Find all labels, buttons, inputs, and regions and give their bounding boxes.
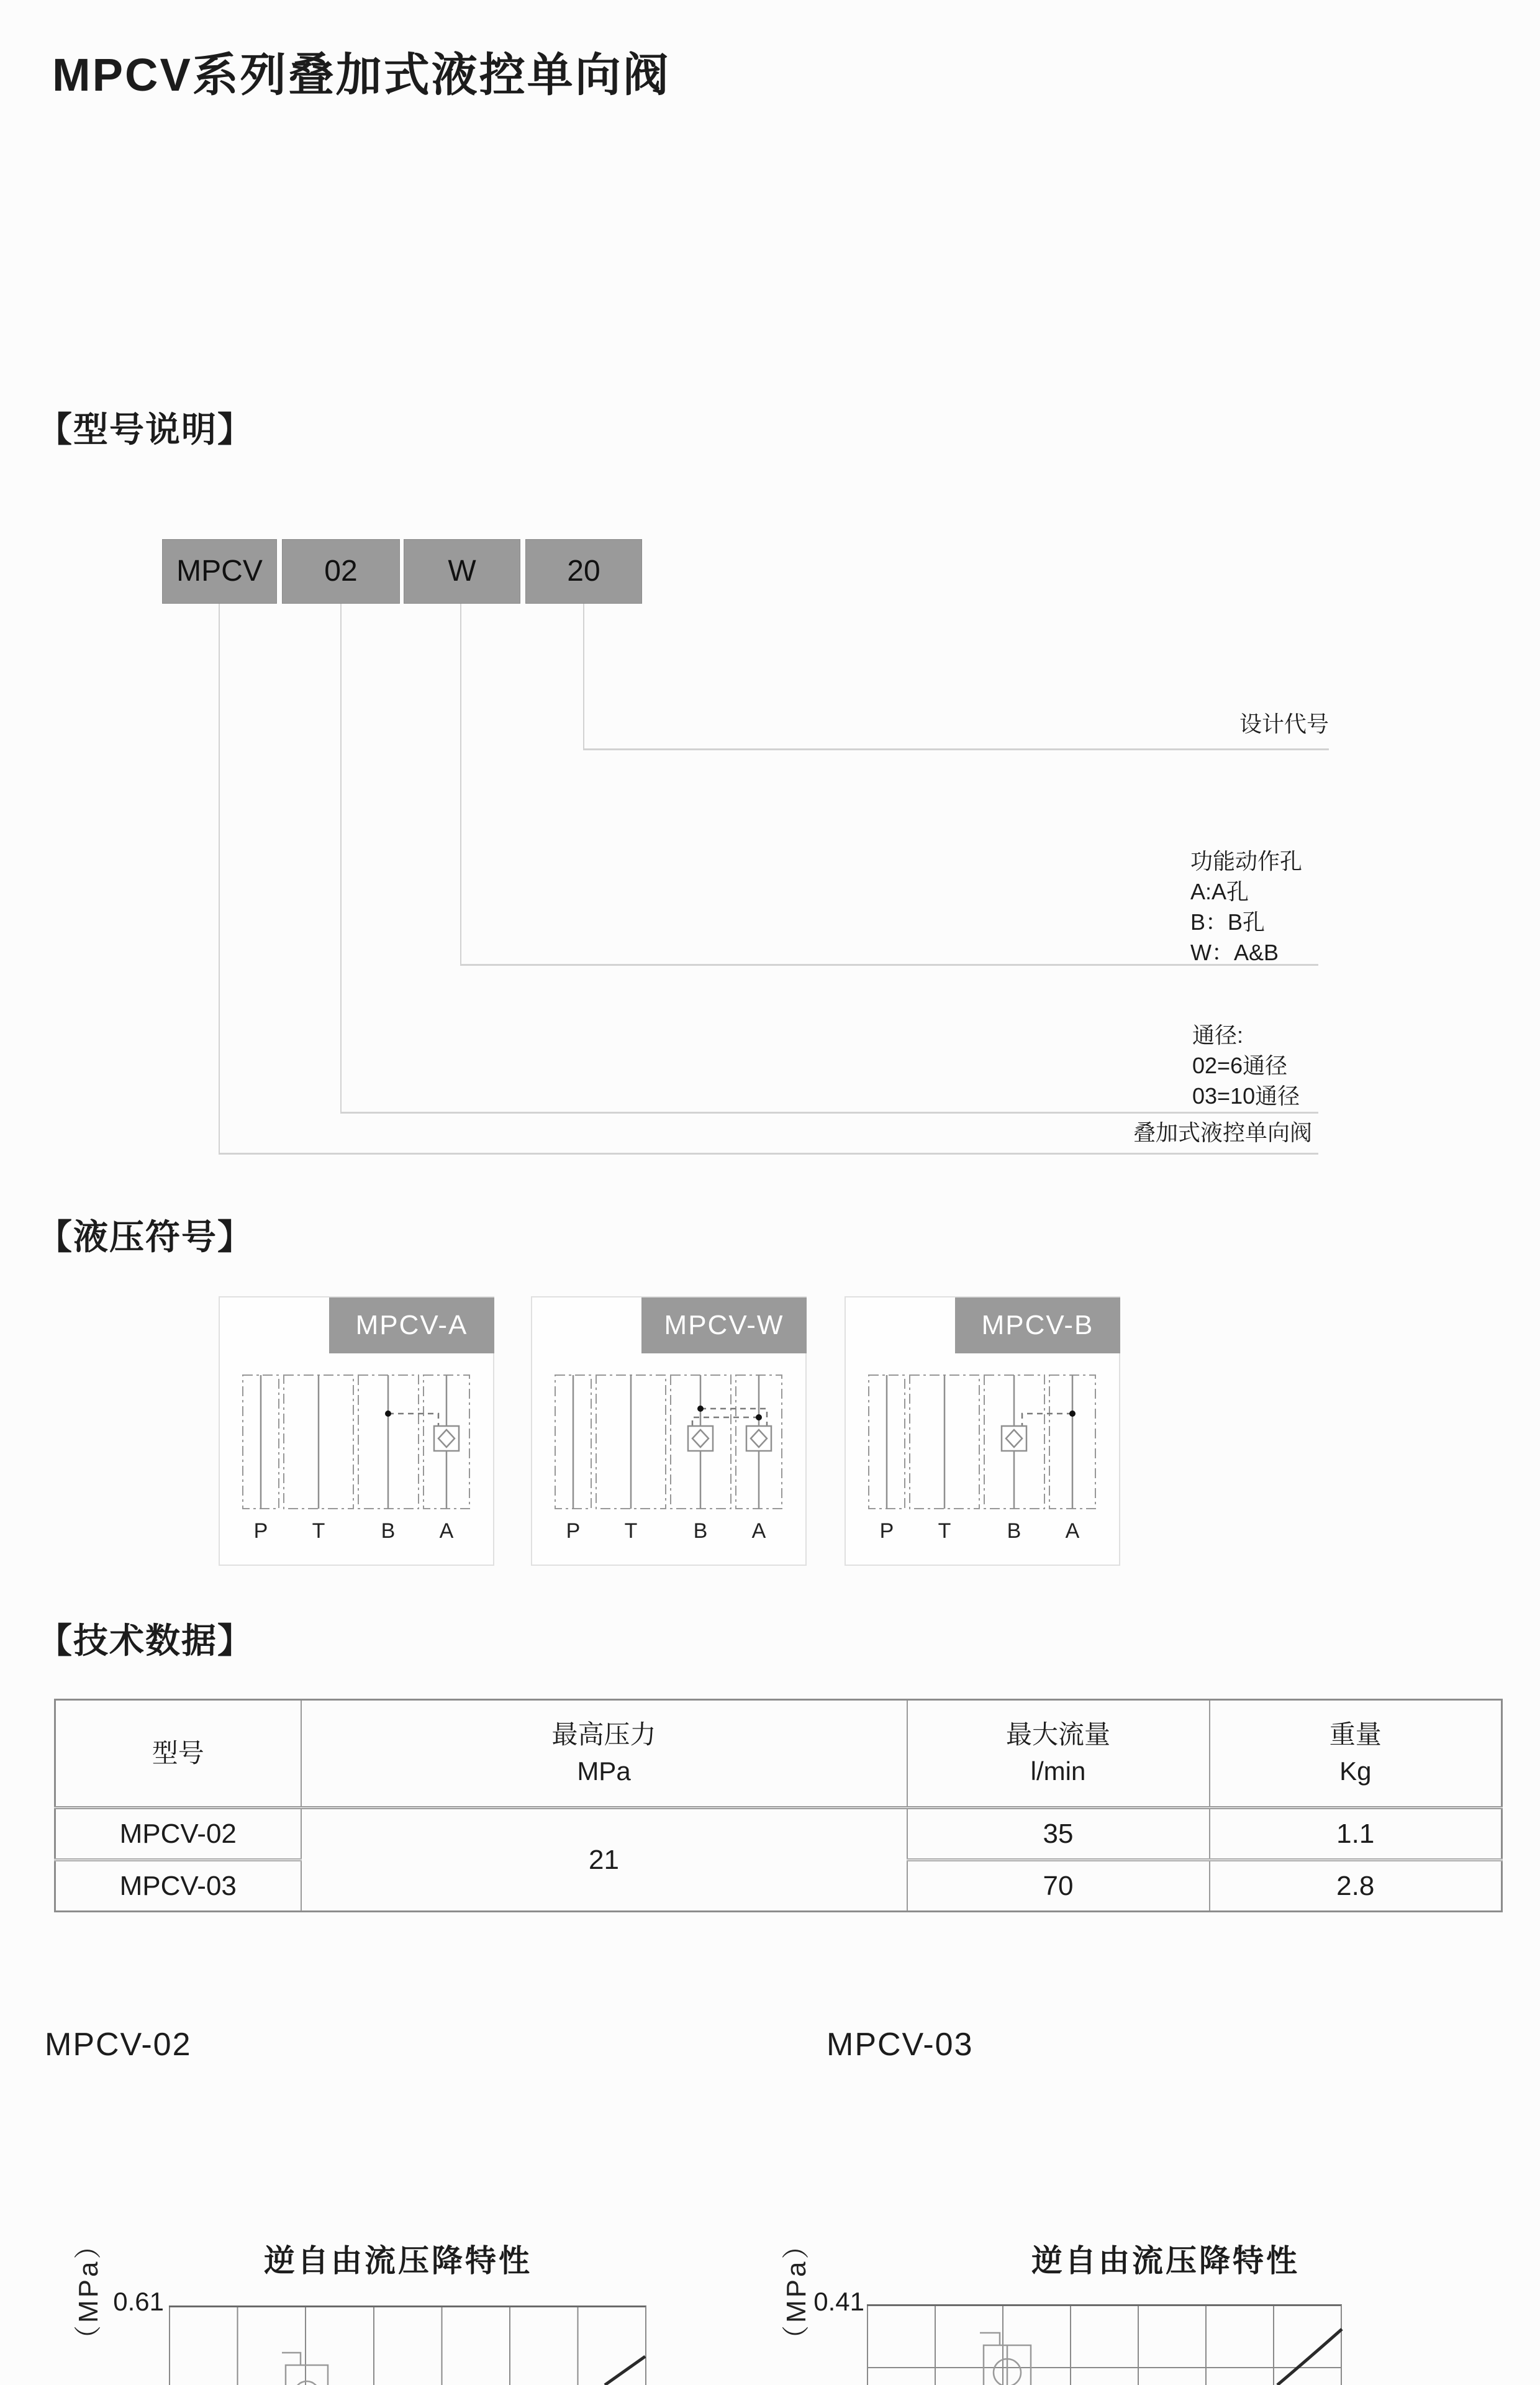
port-label-a: A bbox=[1065, 1519, 1080, 1543]
port-label-b: B bbox=[693, 1519, 708, 1543]
section-heading-hydraulic-symbol: 【液压符号】 bbox=[37, 1217, 253, 1256]
port-label-a: A bbox=[439, 1519, 454, 1543]
check-valve-pictogram-icon bbox=[273, 2346, 348, 2385]
callout-line-text: 03=10通径 bbox=[1192, 1083, 1300, 1109]
callout-line bbox=[583, 604, 584, 750]
y-axis-label: （MPa） bbox=[73, 2229, 104, 2353]
pressure-drop-curve bbox=[590, 2348, 652, 2385]
table-row bbox=[55, 1808, 1502, 1860]
model-code-box-design: 20 bbox=[525, 539, 642, 604]
cell-model: MPCV-02 bbox=[55, 1808, 301, 1860]
col-header-model: 型号 bbox=[55, 1700, 301, 1808]
callout-diameter bbox=[1192, 1020, 1300, 1111]
port-label-t: T bbox=[624, 1519, 638, 1543]
chart-title: 逆自由流压降特性 bbox=[264, 2243, 532, 2278]
table-header-row bbox=[55, 1700, 1502, 1808]
callout-line bbox=[460, 964, 1318, 966]
hydraulic-schematic-mpcv-a-icon bbox=[220, 1356, 493, 1565]
hydraulic-schematic-mpcv-w-icon bbox=[532, 1356, 805, 1565]
cell-model: MPCV-03 bbox=[55, 1860, 301, 1912]
hydraulic-schematic-mpcv-b-icon bbox=[846, 1356, 1119, 1565]
callout-valve-type: 叠加式液控单向阀 bbox=[1133, 1120, 1312, 1145]
header-line: Kg bbox=[1339, 1756, 1372, 1786]
header-line: l/min bbox=[1030, 1756, 1086, 1786]
header-line: MPa bbox=[577, 1756, 631, 1786]
port-label-b: B bbox=[381, 1519, 396, 1543]
model-code-box-series: MPCV bbox=[162, 539, 277, 604]
callout-line-text: W：A&B bbox=[1190, 940, 1279, 965]
port-label-p: P bbox=[566, 1519, 581, 1543]
pressure-drop-curve bbox=[1267, 2323, 1348, 2385]
col-header-pressure bbox=[301, 1700, 907, 1808]
chart-model-label-mpcv-02: MPCV-02 bbox=[45, 2027, 192, 2063]
header-line: 最高压力 bbox=[551, 1720, 656, 1750]
section-heading-tech-data: 【技术数据】 bbox=[37, 1621, 253, 1660]
symbol-card-mpcv-a bbox=[219, 1296, 494, 1566]
cell-weight: 1.1 bbox=[1210, 1808, 1502, 1860]
symbol-card-mpcv-w bbox=[531, 1296, 807, 1566]
chart-model-label-mpcv-03: MPCV-03 bbox=[827, 2027, 974, 2063]
symbol-card-mpcv-b bbox=[845, 1296, 1120, 1566]
port-label-p: P bbox=[879, 1519, 894, 1543]
symbol-card-title: MPCV-W bbox=[641, 1297, 807, 1353]
callout-line bbox=[340, 604, 342, 1113]
section-heading-model-code: 【型号说明】 bbox=[37, 410, 253, 449]
header-line: 重量 bbox=[1329, 1720, 1382, 1750]
port-label-t: T bbox=[938, 1519, 951, 1543]
port-label-t: T bbox=[312, 1519, 325, 1543]
callout-line bbox=[340, 1112, 1318, 1114]
callout-line-text: B：B孔 bbox=[1190, 909, 1266, 935]
header-line: 最大流量 bbox=[1005, 1720, 1110, 1750]
chart-title: 逆自由流压降特性 bbox=[1031, 2243, 1300, 2278]
callout-design-code: 设计代号 bbox=[1239, 711, 1329, 737]
cell-flow: 35 bbox=[907, 1808, 1210, 1860]
cell-flow: 70 bbox=[907, 1860, 1210, 1912]
port-label-a: A bbox=[751, 1519, 766, 1543]
tech-data-table bbox=[54, 1699, 1503, 1912]
callout-line-text: A:A孔 bbox=[1190, 879, 1249, 904]
col-header-weight bbox=[1210, 1700, 1502, 1808]
page-title: MPCV系列叠加式液控单向阀 bbox=[52, 49, 671, 101]
callout-line-text: 02=6通径 bbox=[1192, 1053, 1288, 1078]
cell-pressure-merged: 21 bbox=[301, 1808, 907, 1912]
callout-line bbox=[219, 604, 220, 1154]
y-axis-tick: 0.41 bbox=[813, 2287, 864, 2316]
symbol-card-title: MPCV-A bbox=[329, 1297, 494, 1353]
callout-line-text: 功能动作孔 bbox=[1190, 848, 1303, 874]
check-valve-pictogram-icon bbox=[972, 2328, 1047, 2385]
callout-line bbox=[219, 1153, 1318, 1155]
port-label-p: P bbox=[253, 1519, 268, 1543]
port-label-b: B bbox=[1007, 1519, 1021, 1543]
col-header-flow bbox=[907, 1700, 1210, 1808]
symbol-card-title: MPCV-B bbox=[955, 1297, 1120, 1353]
y-axis-tick: 0.61 bbox=[113, 2287, 164, 2316]
callout-line-text: 通径: bbox=[1192, 1022, 1244, 1048]
y-axis-label: （MPa） bbox=[781, 2229, 812, 2353]
model-code-box-function: W bbox=[404, 539, 520, 604]
callout-line bbox=[460, 604, 461, 965]
cell-weight: 2.8 bbox=[1210, 1860, 1502, 1912]
callout-function-ports bbox=[1190, 846, 1302, 968]
callout-line bbox=[583, 748, 1329, 750]
model-code-box-size: 02 bbox=[282, 539, 400, 604]
chart-plot-area bbox=[169, 2306, 646, 2385]
